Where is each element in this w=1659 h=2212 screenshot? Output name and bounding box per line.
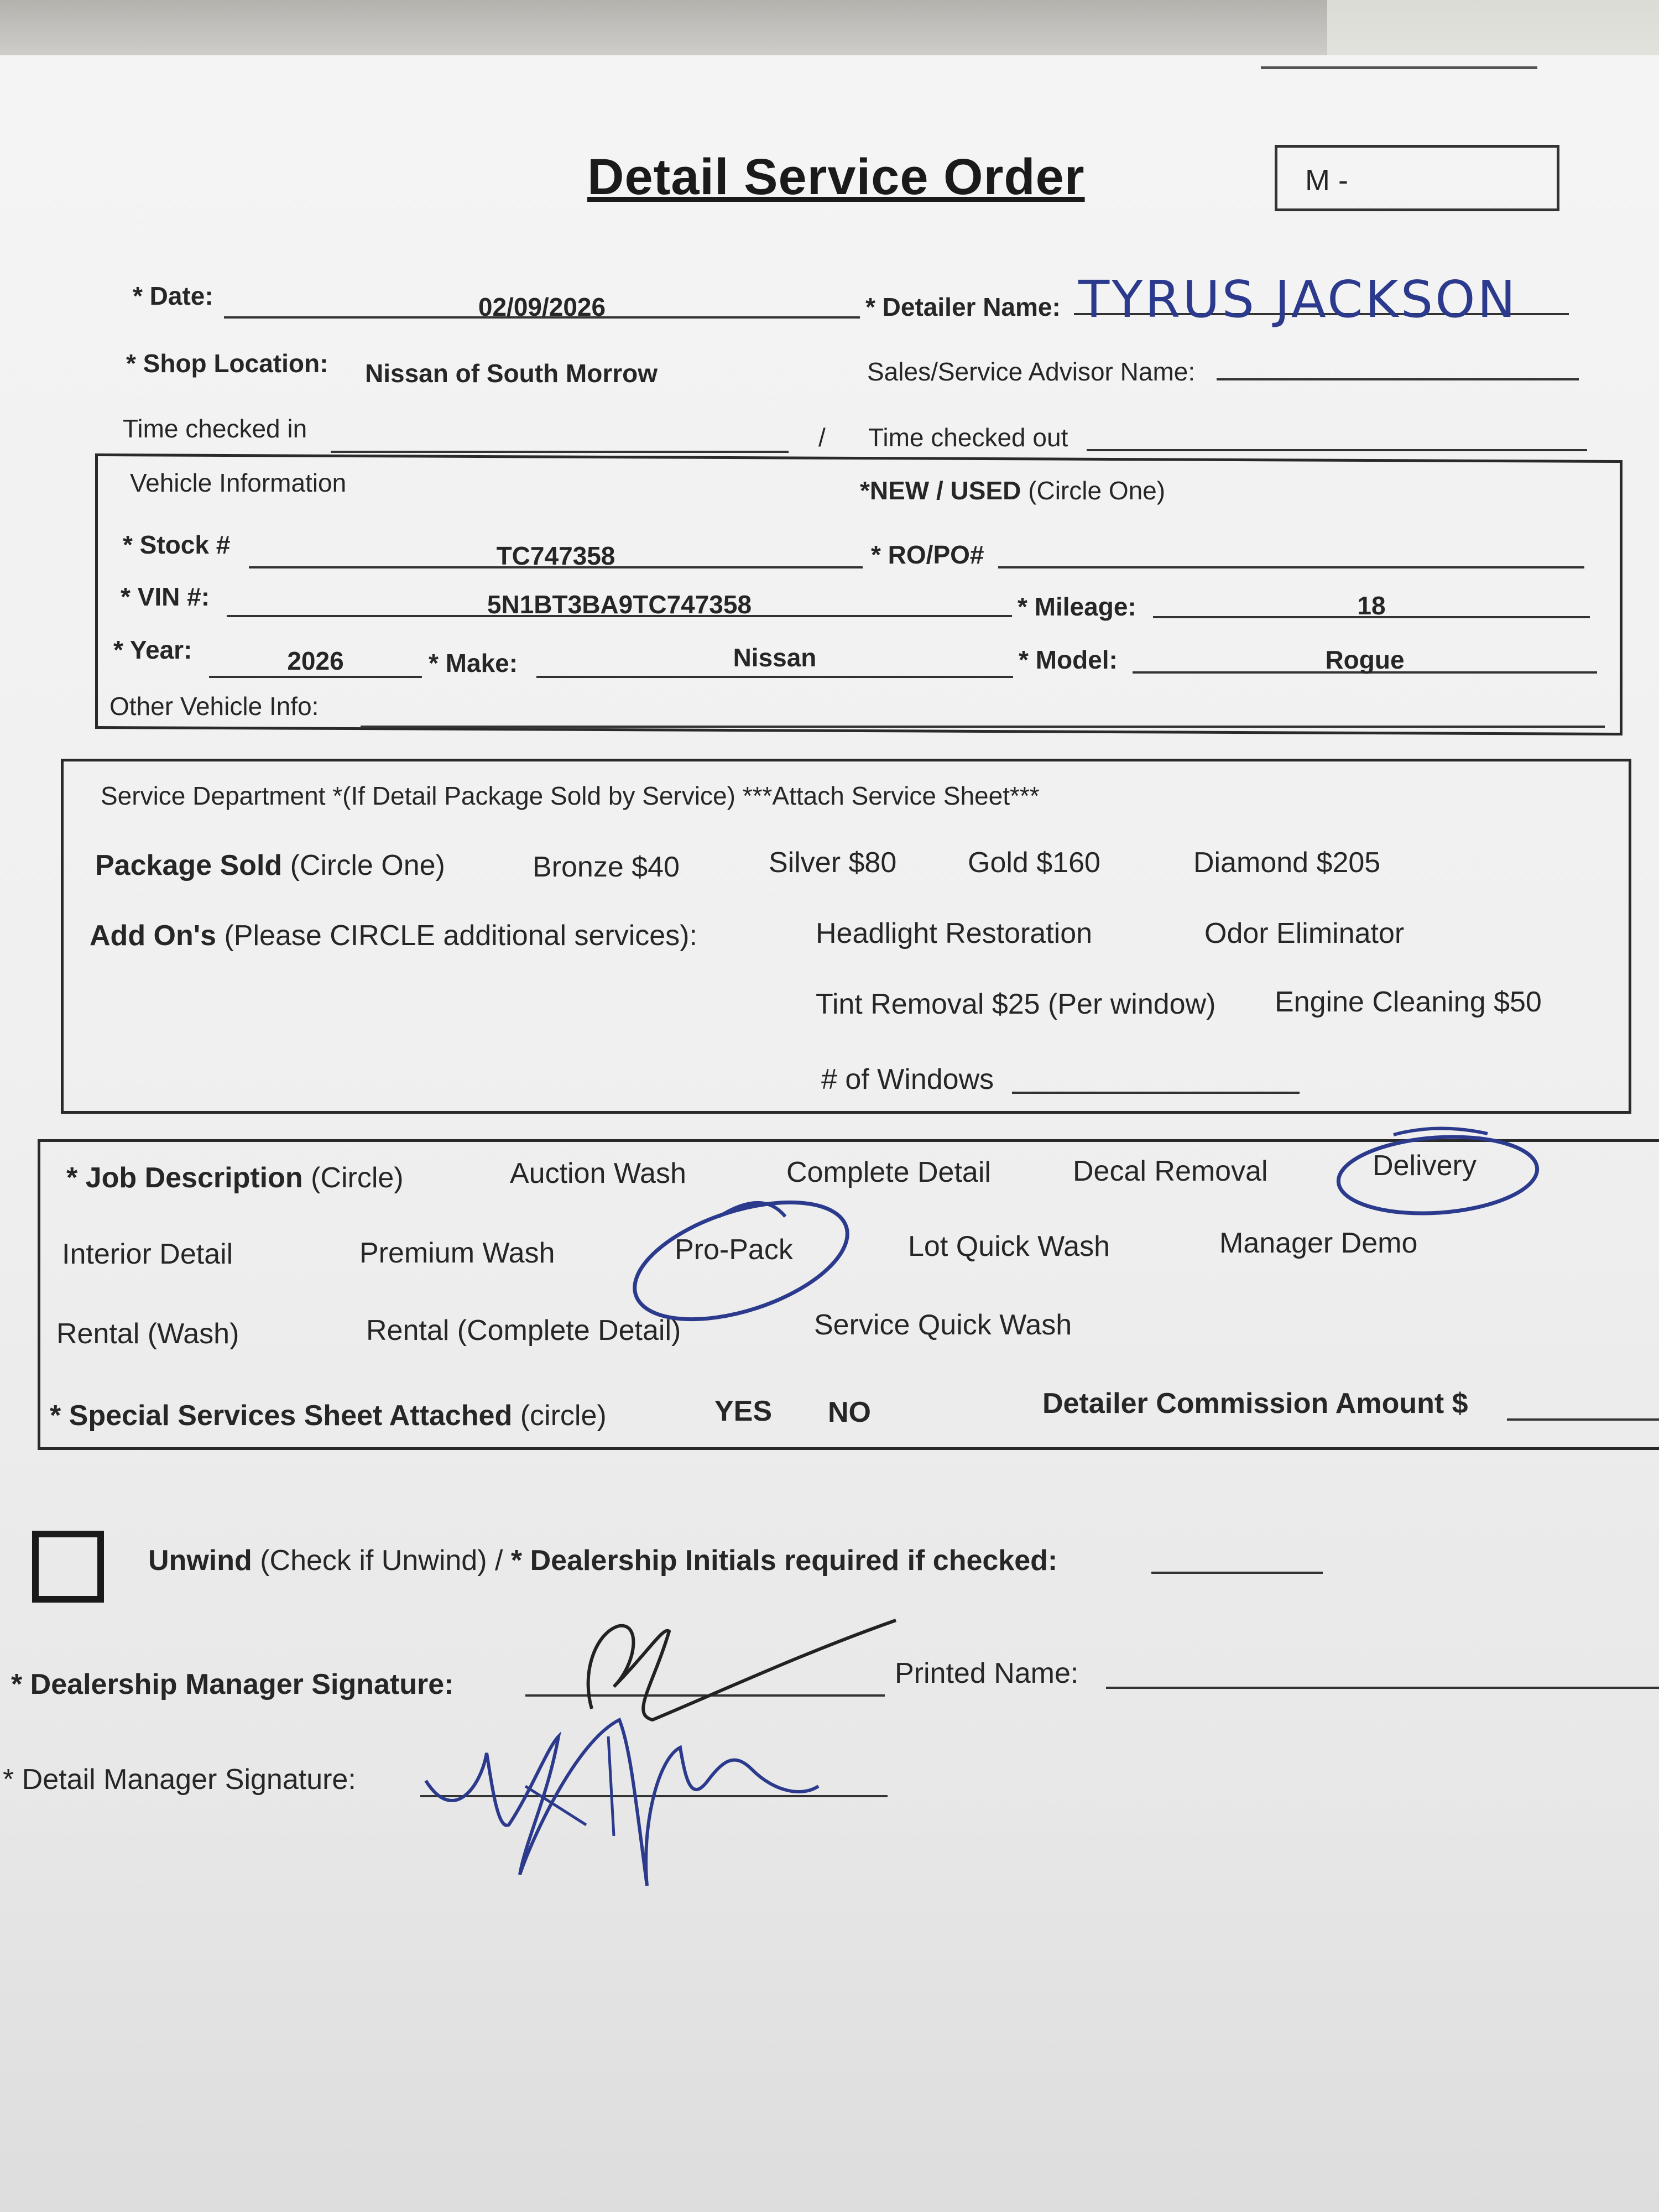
commission-amount-line[interactable] xyxy=(1507,1418,1659,1421)
job-description-hint: (Circle) xyxy=(311,1162,404,1194)
other-vehicle-info-label: Other Vehicle Info: xyxy=(109,692,319,721)
job-description-group xyxy=(66,1161,404,1194)
date-value[interactable]: 02/09/2026 xyxy=(478,293,606,321)
job-premium-wash[interactable]: Premium Wash xyxy=(359,1237,555,1269)
time-in-label: Time checked in xyxy=(123,414,307,443)
advisor-name-line[interactable] xyxy=(1217,378,1579,380)
windows-count-line[interactable] xyxy=(1012,1092,1300,1094)
vin-value[interactable]: 5N1BT3BA9TC747358 xyxy=(487,590,752,619)
printed-name-line[interactable] xyxy=(1106,1687,1659,1689)
job-delivery[interactable]: Delivery xyxy=(1373,1150,1477,1182)
unwind-label: Unwind xyxy=(148,1545,252,1577)
job-rental-complete-detail[interactable]: Rental (Complete Detail) xyxy=(366,1314,681,1347)
model-label: * Model: xyxy=(1019,645,1118,674)
form-title: Detail Service Order xyxy=(587,149,1085,205)
top-edge-line xyxy=(1261,66,1537,69)
job-rental-wash[interactable]: Rental (Wash) xyxy=(56,1318,239,1350)
ro-po-line[interactable] xyxy=(998,566,1584,568)
windows-count-label: # of Windows xyxy=(821,1063,994,1095)
year-label: * Year: xyxy=(113,635,192,664)
add-ons-hint: (Please CIRCLE additional services): xyxy=(224,920,697,952)
unwind-group xyxy=(148,1544,1057,1577)
add-ons-label: Add On's xyxy=(90,920,217,952)
job-auction-wash[interactable]: Auction Wash xyxy=(510,1157,686,1190)
dealership-manager-signature-label: * Dealership Manager Signature: xyxy=(11,1668,454,1700)
vin-label: * VIN #: xyxy=(121,582,210,611)
job-complete-detail[interactable]: Complete Detail xyxy=(786,1156,991,1188)
vehicle-information-label: Vehicle Information xyxy=(130,468,347,497)
package-gold[interactable]: Gold $160 xyxy=(968,847,1100,879)
dealership-manager-signature-line[interactable] xyxy=(525,1694,885,1697)
make-value[interactable]: Nissan xyxy=(733,643,817,672)
advisor-name-label: Sales/Service Advisor Name: xyxy=(867,357,1196,386)
other-vehicle-info-line[interactable] xyxy=(361,726,1605,728)
dealership-initials-line[interactable] xyxy=(1151,1572,1323,1574)
detailer-name-handwritten[interactable]: TYRUS JACKSON xyxy=(1078,270,1518,329)
year-line xyxy=(209,676,422,678)
date-label: * Date: xyxy=(133,281,213,310)
package-diamond[interactable]: Diamond $205 xyxy=(1193,847,1381,879)
commission-amount-label: Detailer Commission Amount $ xyxy=(1042,1387,1468,1420)
stock-label: * Stock # xyxy=(123,530,231,559)
order-number-prefix: M - xyxy=(1305,164,1348,197)
addon-headlight-restoration[interactable]: Headlight Restoration xyxy=(816,917,1093,950)
shop-location-value[interactable]: Nissan of South Morrow xyxy=(365,359,658,388)
dealership-initials-label: * Dealership Initials required if checked: xyxy=(510,1545,1058,1577)
addon-engine-cleaning[interactable]: Engine Cleaning $50 xyxy=(1275,986,1542,1018)
time-slash: / xyxy=(818,423,826,452)
detailer-name-label: * Detailer Name: xyxy=(865,293,1061,321)
printed-name-label: Printed Name: xyxy=(895,1657,1079,1689)
detail-manager-signature-label: * Detail Manager Signature: xyxy=(3,1764,356,1796)
make-line xyxy=(536,676,1013,678)
package-bronze[interactable]: Bronze $40 xyxy=(533,851,680,883)
add-ons-group xyxy=(90,919,697,952)
ro-po-label: * RO/PO# xyxy=(871,540,984,569)
time-in-line[interactable] xyxy=(331,451,789,453)
special-services-hint: (circle) xyxy=(520,1400,607,1432)
package-sold-label: Package Sold xyxy=(95,849,283,881)
package-sold-group xyxy=(95,849,445,882)
make-label: * Make: xyxy=(429,649,518,677)
new-used-hint: (Circle One) xyxy=(1028,476,1166,505)
detail-manager-signature-line[interactable] xyxy=(420,1795,888,1797)
addon-tint-removal[interactable]: Tint Removal $25 (Per window) xyxy=(816,988,1216,1020)
special-services-label: * Special Services Sheet Attached xyxy=(50,1400,513,1432)
shop-location-label: * Shop Location: xyxy=(126,349,328,378)
job-decal-removal[interactable]: Decal Removal xyxy=(1073,1155,1268,1187)
unwind-hint: (Check if Unwind) / xyxy=(260,1545,503,1577)
special-services-yes[interactable]: YES xyxy=(714,1395,773,1427)
new-used-label: *NEW / USED xyxy=(860,476,1021,505)
unwind-checkbox[interactable] xyxy=(32,1531,104,1603)
year-value[interactable]: 2026 xyxy=(287,646,344,675)
time-out-line[interactable] xyxy=(1087,449,1587,451)
mileage-label: * Mileage: xyxy=(1018,592,1136,621)
job-interior-detail[interactable]: Interior Detail xyxy=(62,1238,233,1270)
stock-value[interactable]: TC747358 xyxy=(496,541,615,570)
job-lot-quick-wash[interactable]: Lot Quick Wash xyxy=(908,1230,1110,1262)
addon-odor-eliminator[interactable]: Odor Eliminator xyxy=(1204,917,1405,950)
job-description-label: * Job Description xyxy=(66,1162,303,1194)
package-silver[interactable]: Silver $80 xyxy=(769,847,897,879)
order-number-box[interactable] xyxy=(1275,145,1559,211)
new-used-group[interactable] xyxy=(860,476,1165,505)
job-service-quick-wash[interactable]: Service Quick Wash xyxy=(814,1309,1072,1341)
model-value[interactable]: Rogue xyxy=(1325,645,1405,674)
job-pro-pack[interactable]: Pro-Pack xyxy=(675,1234,793,1266)
service-department-heading: Service Department *(If Detail Package Sold by Service) ***Attach Service Sheet*** xyxy=(101,781,1040,810)
special-services-no[interactable]: NO xyxy=(828,1396,871,1428)
special-services-group xyxy=(50,1399,607,1432)
package-sold-hint: (Circle One) xyxy=(290,849,445,881)
time-out-label: Time checked out xyxy=(868,423,1068,452)
job-manager-demo[interactable]: Manager Demo xyxy=(1219,1227,1418,1259)
mileage-value[interactable]: 18 xyxy=(1357,591,1386,620)
